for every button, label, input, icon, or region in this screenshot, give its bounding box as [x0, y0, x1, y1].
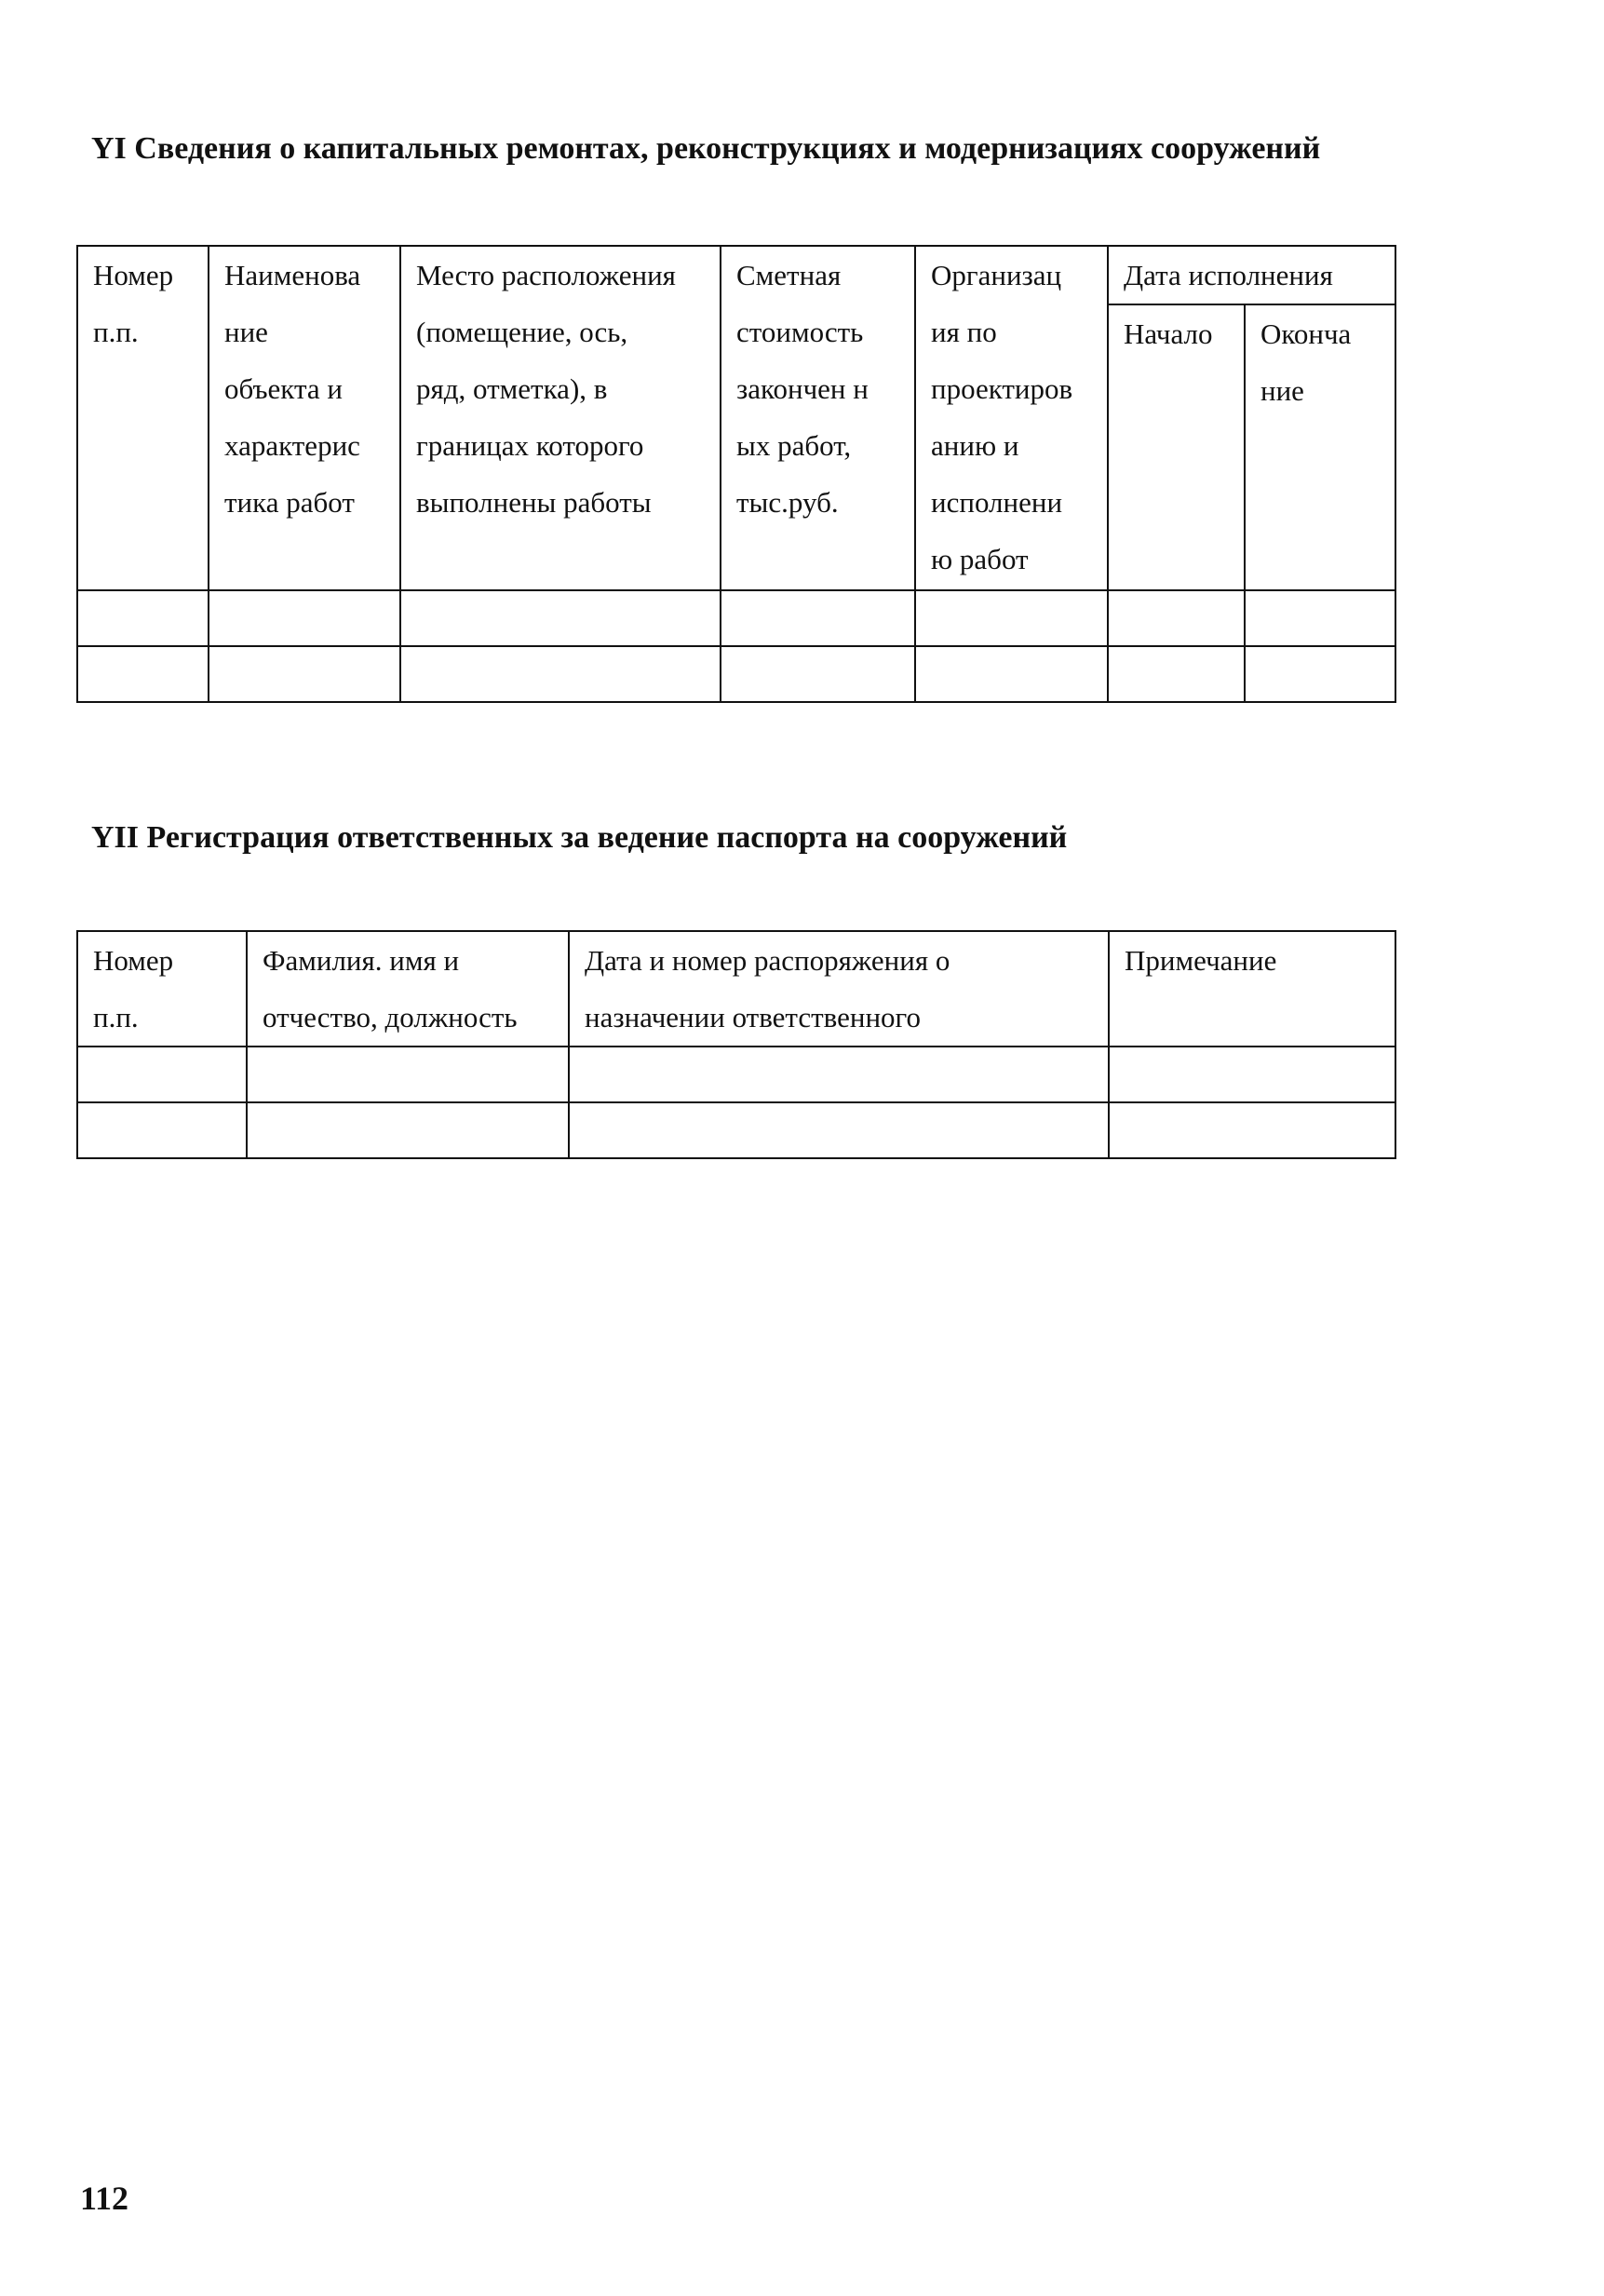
header-order: Дата и номер распоряжения о назначении ответственного — [569, 931, 1109, 1047]
header-cost: Сметная стоимость закончен н ых работ, тыс.руб. — [721, 246, 915, 590]
header-location: Место расположения (помещение, ось, ряд, отметка), в границах которого выполнены работы — [400, 246, 721, 590]
table-cell — [400, 646, 721, 702]
header-end: Оконча ние — [1245, 304, 1395, 590]
section-6-title: YI Сведения о капитальных ремонтах, реконструкциях и модернизациях сооружений — [91, 131, 1321, 166]
table-cell — [400, 590, 721, 646]
table-cell — [77, 1047, 247, 1102]
table-cell — [77, 1102, 247, 1158]
header-note: Примечание — [1109, 931, 1395, 1047]
table-cell — [721, 590, 915, 646]
page-number: 112 — [80, 2180, 129, 2217]
table-cell — [1245, 646, 1395, 702]
capital-repairs-table — [76, 245, 1396, 703]
header-person: Фамилия. имя и отчество, должность — [247, 931, 569, 1047]
table-cell — [1245, 590, 1395, 646]
table-cell — [1108, 646, 1245, 702]
table-cell — [569, 1047, 1109, 1102]
table-cell — [915, 590, 1108, 646]
header-number: Номер п.п. — [77, 246, 209, 590]
table-cell — [77, 590, 209, 646]
table-cell — [247, 1047, 569, 1102]
table-row — [77, 590, 1395, 646]
header-organization: Организац ия по проектиров анию и исполнени ю работ — [915, 246, 1108, 590]
table-cell — [1108, 590, 1245, 646]
table-row — [77, 1102, 1395, 1158]
table-header-row — [77, 246, 1395, 304]
section-7-title: YII Регистрация ответственных за ведение паспорта на сооружений — [91, 820, 1068, 855]
table-row — [77, 1047, 1395, 1102]
header-start: Начало — [1108, 304, 1245, 590]
header-object-name: Наименова ние объекта и характерис тика работ — [209, 246, 400, 590]
table-cell — [209, 590, 400, 646]
table-cell — [77, 646, 209, 702]
table-cell — [209, 646, 400, 702]
table-header-row — [77, 931, 1395, 1047]
header-date-group: Дата исполнения — [1108, 246, 1395, 304]
table-cell — [915, 646, 1108, 702]
table-cell — [247, 1102, 569, 1158]
table-cell — [1109, 1102, 1395, 1158]
header-number: Номер п.п. — [77, 931, 247, 1047]
table-cell — [721, 646, 915, 702]
table-row — [77, 646, 1395, 702]
table-cell — [1109, 1047, 1395, 1102]
table-cell — [569, 1102, 1109, 1158]
responsible-persons-table — [76, 930, 1396, 1159]
